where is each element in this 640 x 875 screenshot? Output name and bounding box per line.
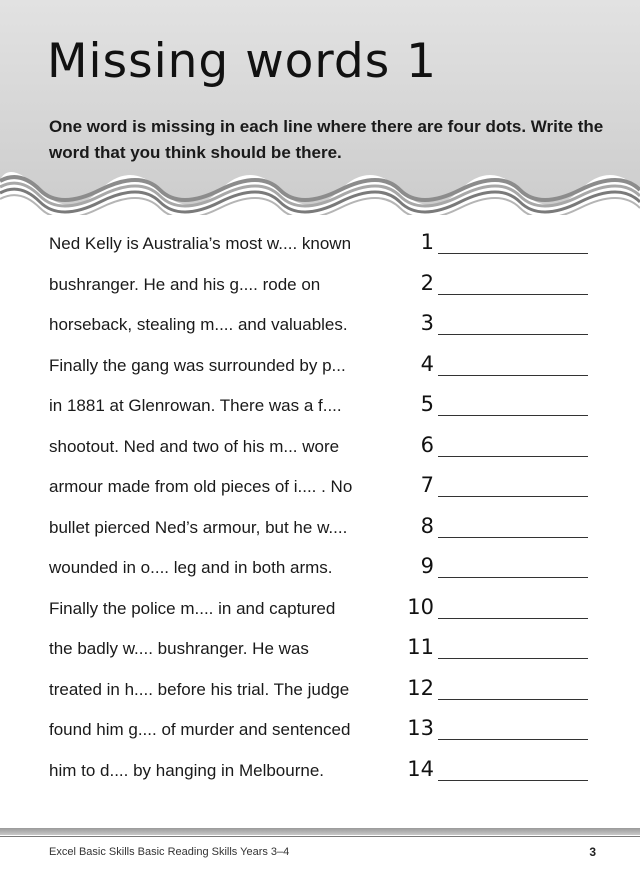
answer-number: 8 xyxy=(420,513,434,538)
exercise-sentence: the badly w.... bushranger. He was xyxy=(49,639,309,658)
answer-blank[interactable] xyxy=(438,375,588,376)
wave-banner-graphic xyxy=(0,0,640,215)
answer-number: 12 xyxy=(407,675,434,700)
exercise-row xyxy=(0,590,640,631)
exercise-sentence: treated in h.... before his trial. The judge xyxy=(49,679,350,699)
exercise-row xyxy=(0,630,640,671)
exercise-row xyxy=(0,266,640,307)
answer-number: 4 xyxy=(420,351,434,376)
page-title: Missing words 1 xyxy=(47,34,438,89)
exercise-row xyxy=(0,671,640,712)
instructions-text: One word is missing in each line where there are four dots. Write the word that you think should be there. xyxy=(49,117,604,162)
exercise-sentence: wounded in o.... leg and in both arms. xyxy=(49,558,333,577)
answer-blank[interactable] xyxy=(438,294,588,295)
answer-number: 7 xyxy=(420,473,434,497)
answer-number: 14 xyxy=(407,756,434,781)
answer-number: 6 xyxy=(420,432,434,457)
exercise-sentence: Finally the police m.... in and captured xyxy=(49,598,336,618)
answer-blank[interactable] xyxy=(438,537,588,538)
exercise-row xyxy=(0,347,640,388)
exercise-sentence: armour made from old pieces of i.... . No xyxy=(49,477,353,496)
answer-blank[interactable] xyxy=(438,456,588,457)
footer-book-title: Excel Basic Skills Basic Reading Skills Years 3–4 xyxy=(49,846,290,858)
header-banner xyxy=(0,0,640,215)
answer-blank[interactable] xyxy=(438,496,588,497)
answer-number: 10 xyxy=(407,594,434,619)
exercise-row xyxy=(0,711,640,752)
exercise-row xyxy=(0,306,640,347)
footer-divider-line xyxy=(0,836,640,837)
exercise-row xyxy=(0,428,640,469)
answer-blank[interactable] xyxy=(438,415,588,416)
page-number: 3 xyxy=(589,845,596,859)
answer-number: 3 xyxy=(420,311,434,335)
answer-number: 5 xyxy=(420,392,434,416)
exercise-sentence: bullet pierced Ned’s armour, but he w.... xyxy=(49,517,348,537)
exercise-sentence: found him g.... of murder and sentenced xyxy=(49,720,351,739)
exercise-sentence: bushranger. He and his g.... rode on xyxy=(49,274,321,294)
exercise-sentence: horseback, stealing m.... and valuables. xyxy=(49,315,348,334)
exercise-row xyxy=(0,387,640,428)
answer-blank[interactable] xyxy=(438,658,588,659)
exercise-row xyxy=(0,509,640,550)
answer-blank[interactable] xyxy=(438,739,588,740)
answer-blank[interactable] xyxy=(438,699,588,700)
exercise-sentence: Ned Kelly is Australia’s most w.... known xyxy=(49,234,352,253)
answer-number: 1 xyxy=(420,230,434,254)
answer-blank[interactable] xyxy=(438,577,588,578)
exercise-list xyxy=(0,225,640,792)
answer-number: 13 xyxy=(407,716,434,740)
answer-number: 2 xyxy=(420,270,434,295)
exercise-row xyxy=(0,225,640,266)
answer-number: 9 xyxy=(420,554,434,578)
answer-number: 11 xyxy=(407,635,434,659)
answer-blank[interactable] xyxy=(438,253,588,254)
answer-blank[interactable] xyxy=(438,334,588,335)
exercise-row xyxy=(0,752,640,793)
footer-divider xyxy=(0,828,640,835)
exercise-sentence: him to d.... by hanging in Melbourne. xyxy=(49,760,324,780)
exercise-row xyxy=(0,549,640,590)
answer-blank[interactable] xyxy=(438,780,588,781)
exercise-sentence: Finally the gang was surrounded by p... xyxy=(49,355,346,375)
exercise-sentence: shootout. Ned and two of his m... wore xyxy=(49,436,340,456)
answer-blank[interactable] xyxy=(438,618,588,619)
exercise-row xyxy=(0,468,640,509)
exercise-sentence: in 1881 at Glenrowan. There was a f.... xyxy=(49,396,342,415)
